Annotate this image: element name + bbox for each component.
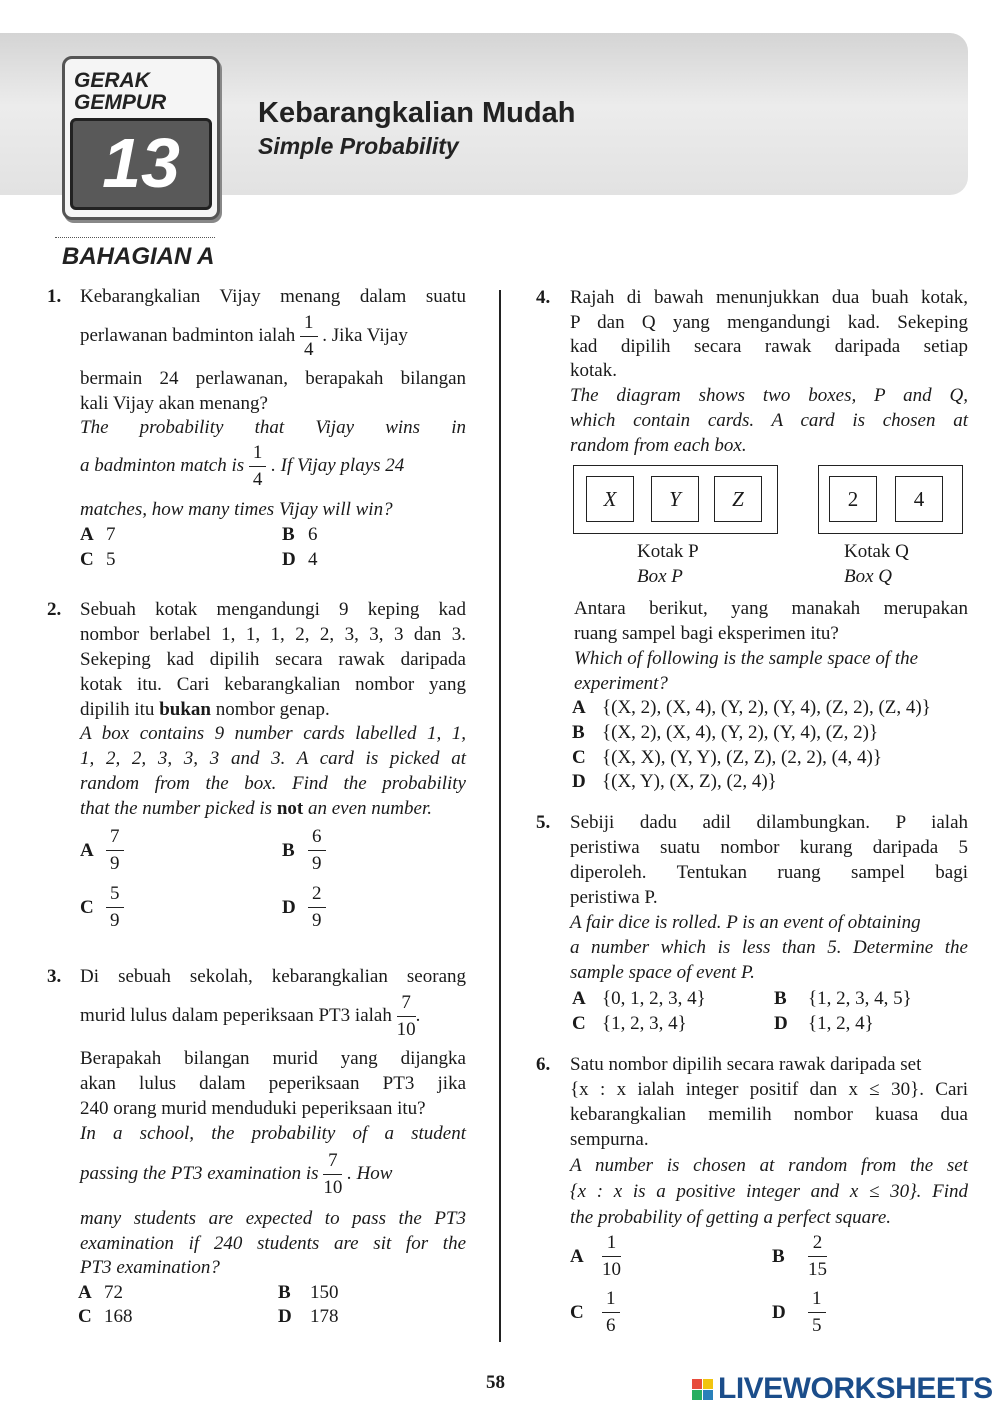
fraction	[106, 883, 124, 932]
q1-text: perlawanan badminton ialah	[80, 324, 296, 346]
q4-question: ruang sampel bagi eksperimen itu?	[574, 623, 839, 644]
q5-text-en: A fair dice is rolled. P is an event of obtaining	[570, 912, 921, 933]
q3-text: .	[415, 1004, 421, 1026]
q4-text-en: The diagram shows two boxes, P and Q,	[570, 385, 968, 406]
q1-text-en	[80, 442, 466, 491]
liveworksheets-logo-icon	[692, 1379, 714, 1401]
q5-text: diperoleh. Tentukan ruang sampel bagi	[570, 862, 968, 883]
q4-text: Rajah di bawah menunjukkan dua buah kotak,	[570, 287, 968, 308]
q1-text: bermain 24 perlawanan, berapakah bilangan	[80, 368, 466, 389]
question-number: 3.	[47, 966, 62, 987]
q2-text-en: that the number picked is	[80, 798, 273, 819]
option-c-value: 5	[106, 549, 116, 570]
card-4: 4	[895, 476, 943, 522]
q6-text-en: A number is chosen at random from the set	[570, 1155, 968, 1176]
q4-question-en: Which of following is the sample space of the	[574, 648, 919, 669]
q6-text: {x : x ialah integer positif dan x ≤ 30}. Cari	[570, 1079, 968, 1100]
option-c-value: 168	[104, 1306, 133, 1327]
q1-text-en: The probability that Vijay wins in	[80, 417, 466, 438]
q3-text: 240 orang murid menduduki peperiksaan itu?	[80, 1098, 426, 1119]
q3-text-en: many students are expected to pass the PT3	[80, 1208, 466, 1229]
q3-text-en: In a school, the probability of a student	[80, 1123, 466, 1144]
q4-question: Antara berikut, yang manakah merupakan	[574, 598, 968, 619]
fraction	[397, 992, 416, 1041]
question-number: 4.	[536, 287, 551, 308]
numerator: 7	[397, 992, 416, 1017]
fraction	[602, 1232, 621, 1281]
question-number: 1.	[47, 286, 62, 307]
section-title: BAHAGIAN A	[62, 243, 215, 270]
numerator: 1	[602, 1232, 621, 1257]
section-decor-line	[55, 237, 215, 238]
option-b-value: {(X, 2), (X, 4), (Y, 2), (Y, 4), (Z, 2)}	[602, 722, 879, 743]
denominator: 10	[396, 1019, 416, 1040]
option-a[interactable]: A 7	[80, 524, 116, 545]
numerator: 7	[106, 826, 124, 851]
box-p-label-en: Box P	[637, 566, 683, 587]
q6-text: Satu nombor dipilih secara rawak daripada set	[570, 1054, 922, 1075]
numerator: 2	[808, 1232, 827, 1257]
numerator: 7	[323, 1150, 342, 1175]
q2-text: Sebuah kotak mengandungi 9 keping kad	[80, 599, 466, 620]
q2-text: dipilih itu	[80, 699, 155, 720]
option-d-value: {(X, Y), (X, Z), (2, 4)}	[602, 771, 777, 792]
q2-text-en	[80, 797, 432, 822]
fraction	[308, 883, 326, 932]
option-d[interactable]: D $\frac{1}{5}$	[772, 1288, 826, 1337]
q4-text: P dan Q yang mengandungi kad. Sekeping	[570, 312, 968, 333]
fraction	[602, 1288, 620, 1337]
denominator: 10	[323, 1177, 343, 1198]
q1-text: Kebarangkalian Vijay menang dalam suatu	[80, 286, 466, 307]
option-b-value: 6	[308, 524, 318, 545]
fraction	[808, 1232, 827, 1281]
option-d[interactable]: D {(X, Y), (X, Z), (2, 4)}	[572, 771, 777, 792]
option-d-value: 178	[310, 1306, 339, 1327]
numerator: 1	[249, 442, 267, 467]
fraction	[808, 1288, 826, 1337]
card-z: Z	[714, 476, 762, 522]
card-2: 2	[829, 476, 877, 522]
denominator: 9	[312, 853, 322, 874]
option-d[interactable]: D 4	[282, 549, 318, 570]
q3-text-en	[80, 1150, 470, 1199]
fraction	[323, 1150, 342, 1199]
q4-text-en: random from each box.	[570, 435, 747, 456]
option-a-value: {(X, 2), (X, 4), (Y, 2), (Y, 4), (Z, 2), (Z, 4)}	[602, 697, 931, 718]
box-q-label: Kotak Q	[844, 541, 909, 562]
option-a[interactable]: A $\frac{1}{10}$	[570, 1232, 621, 1280]
q6-text-en: {x : x is a positive integer and x ≤ 30}. Find	[570, 1181, 968, 1202]
q6-text-en: the probability of getting a perfect square.	[570, 1207, 892, 1228]
option-d-value: {1, 2, 4}	[808, 1013, 874, 1034]
option-b-value: {1, 2, 3, 4, 5}	[808, 988, 912, 1009]
q6-text: kebarangkalian memilih nombor kuasa dua	[570, 1104, 968, 1125]
question-number: 6.	[536, 1054, 551, 1075]
q2-text-en: 1, 2, 2, 3, 3, 3 and 3. A card is picked at	[80, 748, 466, 769]
page-subtitle: Simple Probability	[258, 133, 459, 159]
denominator: 5	[812, 1315, 822, 1336]
q2-text: nombor berlabel 1, 1, 1, 2, 2, 3, 3, 3 dan 3.	[80, 624, 466, 645]
numerator: 1	[808, 1288, 826, 1313]
denominator: 15	[808, 1259, 827, 1280]
denominator: 6	[606, 1315, 616, 1336]
option-c[interactable]: C 168	[78, 1306, 133, 1327]
option-d[interactable]: D $\frac{2}{9}$	[282, 883, 326, 932]
q2-text-en: random from the box. Find the probability	[80, 773, 466, 794]
option-c[interactable]: C $\frac{1}{6}$	[570, 1288, 620, 1337]
q3-text-en: passing the PT3 examination is	[80, 1162, 319, 1184]
q1-text	[80, 312, 466, 361]
denominator: 9	[110, 853, 120, 874]
numerator: 1	[300, 312, 318, 337]
option-a-value: {0, 1, 2, 3, 4}	[602, 988, 706, 1009]
option-a[interactable]: A {0, 1, 2, 3, 4}	[572, 988, 706, 1009]
question-number: 2.	[47, 599, 62, 620]
fraction	[308, 826, 326, 875]
q5-text-en: sample space of event P.	[570, 962, 755, 983]
q6-text: sempurna.	[570, 1129, 649, 1150]
option-a[interactable]: A {(X, 2), (X, 4), (Y, 2), (Y, 4), (Z, 2), (Z, 4)}	[572, 697, 931, 718]
q3-text-en: examination if 240 students are sit for the	[80, 1233, 466, 1254]
option-b[interactable]: B $\frac{2}{15}$	[772, 1232, 827, 1280]
q3-text: murid lulus dalam peperiksaan PT3 ialah	[80, 1004, 392, 1026]
q3-text	[80, 992, 480, 1041]
q3-text-en: PT3 examination?	[80, 1257, 220, 1278]
column-divider	[499, 290, 501, 1342]
option-b-value: 150	[310, 1282, 339, 1303]
q2-text: nombor genap.	[215, 699, 330, 720]
q3-text: Berapakah bilangan murid yang dijangka	[80, 1048, 466, 1069]
option-b[interactable]: B $\frac{6}{9}$	[282, 826, 326, 875]
q5-text-en: a number which is less than 5. Determine the	[570, 937, 968, 958]
option-c[interactable]: C {(X, X), (Y, Y), (Z, Z), (2, 2), (4, 4)}	[572, 747, 882, 768]
q5-text: Sebiji dadu adil dilambungkan. P ialah	[570, 812, 968, 833]
fraction	[249, 442, 267, 491]
denominator: 4	[304, 339, 314, 360]
chapter-number: 13	[70, 118, 212, 210]
option-b[interactable]: B {(X, 2), (X, 4), (Y, 2), (Y, 4), (Z, 2)}	[572, 722, 879, 743]
liveworksheets-brand[interactable]: LIVEWORKSHEETS	[718, 1372, 993, 1405]
q2-emphasis: bukan	[159, 699, 211, 720]
card-y: Y	[651, 476, 699, 522]
numerator: 6	[308, 826, 326, 851]
q3-text-en: . How	[347, 1162, 393, 1184]
option-b[interactable]: B 6	[282, 524, 318, 545]
option-c[interactable]: C $\frac{5}{9}$	[80, 883, 124, 932]
badge-line2: GEMPUR	[74, 91, 167, 114]
q2-emphasis: not	[276, 798, 304, 819]
denominator: 4	[252, 469, 263, 490]
denominator: 10	[602, 1259, 621, 1280]
numerator: 2	[308, 883, 326, 908]
page-number: 58	[486, 1372, 505, 1393]
option-a-value: 7	[106, 524, 116, 545]
q1-text-en: a badminton match is	[80, 454, 245, 476]
q1-text: kali Vijay akan menang?	[80, 393, 268, 414]
option-b[interactable]: B 150	[278, 1282, 339, 1303]
q3-text: Di sebuah sekolah, kebarangkalian seorang	[80, 966, 466, 987]
option-d-value: 4	[308, 549, 318, 570]
option-a[interactable]: A $\frac{7}{9}$	[80, 826, 124, 875]
option-c-value: {(X, X), (Y, Y), (Z, Z), (2, 2), (4, 4)}	[602, 747, 882, 768]
q2-text: kotak itu. Cari kebarangkalian nombor yang	[80, 674, 466, 695]
q1-text: . Jika Vijay	[322, 324, 408, 346]
badge-line1: GERAK	[74, 69, 150, 92]
denominator: 9	[312, 910, 322, 931]
numerator: 5	[106, 883, 124, 908]
q4-text-en: which contain cards. A card is chosen at	[570, 410, 968, 431]
option-a[interactable]: A 72	[78, 1282, 123, 1303]
box-p-label: Kotak P	[637, 541, 699, 562]
q5-text: peristiwa suatu nombor kurang daripada 5	[570, 837, 968, 858]
option-b[interactable]: B {1, 2, 3, 4, 5}	[774, 988, 912, 1009]
q1-text-en: . If Vijay plays 24	[271, 454, 405, 476]
q4-text: kad dipilih secara rawak daripada setiap	[570, 336, 968, 357]
q3-text: akan lulus dalam peperiksaan PT3 jika	[80, 1073, 466, 1094]
box-q-label-en: Box Q	[844, 566, 893, 587]
fraction	[106, 826, 124, 875]
q5-text: peristiwa P.	[570, 887, 658, 908]
denominator: 9	[110, 910, 120, 931]
q2-text: Sekeping kad dipilih secara rawak daripada	[80, 649, 466, 670]
q2-text-en: A box contains 9 number cards labelled 1, 1,	[80, 723, 466, 744]
option-c-value: {1, 2, 3, 4}	[602, 1013, 687, 1034]
card-x: X	[586, 476, 634, 522]
numerator: 1	[602, 1288, 620, 1313]
option-c[interactable]: C {1, 2, 3, 4}	[572, 1013, 687, 1034]
q4-question-en: experiment?	[574, 673, 668, 694]
q2-text	[80, 698, 330, 723]
option-d[interactable]: D 178	[278, 1306, 339, 1327]
question-number: 5.	[536, 812, 551, 833]
option-a-value: 72	[104, 1282, 123, 1303]
option-d[interactable]: D {1, 2, 4}	[774, 1013, 874, 1034]
q2-text-en: an even number.	[307, 798, 432, 819]
q1-text-en: matches, how many times Vijay will win?	[80, 499, 393, 520]
page-title: Kebarangkalian Mudah	[258, 97, 576, 129]
option-c[interactable]: C 5	[80, 549, 116, 570]
q4-text: kotak.	[570, 360, 617, 381]
fraction	[300, 312, 318, 361]
